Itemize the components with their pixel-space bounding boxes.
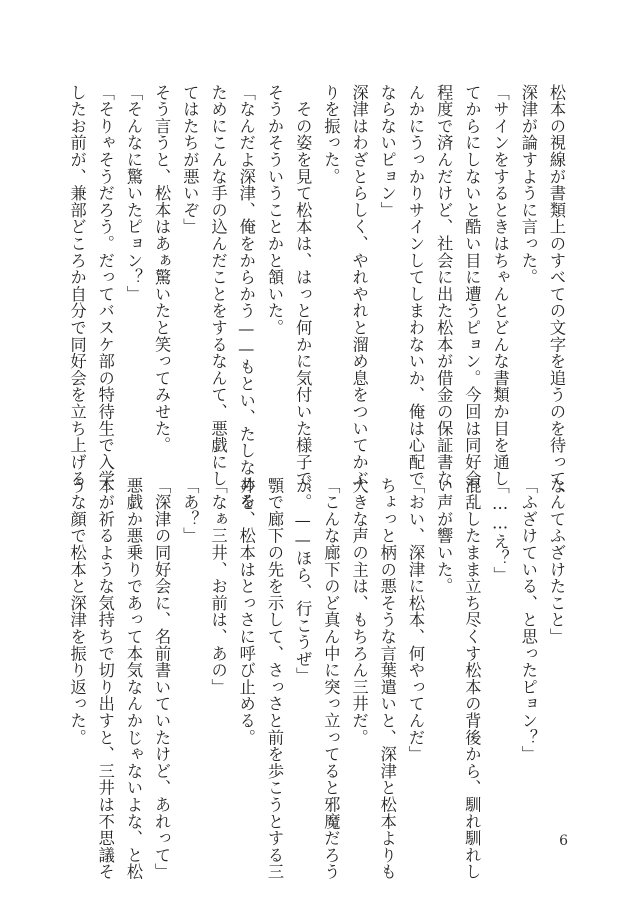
- text-line: 「ふざけている、と思ったピョン？」: [518, 477, 538, 763]
- text-line: ならないピョン」: [377, 84, 397, 219]
- text-line: 「サインをするときはちゃんとどんな書類か目を通し: [490, 84, 510, 488]
- text-line: 悪戯か悪乗りであって本気なんかじゃないよな、と松: [123, 477, 143, 881]
- text-line: りを振った。: [321, 84, 341, 185]
- text-line: 松本の視線が書類上のすべての文字を追うのを待って、: [547, 84, 566, 504]
- text-line: 本が祈るような気持ちで切り出すと、三井は不思議そ: [95, 477, 115, 881]
- text-line: その姿を見て松本は、はっと何かに気付いた様子で、: [293, 84, 313, 504]
- text-line: てからにしないと酷い目に遭うピョン。今回は同好会: [462, 84, 482, 488]
- text-line: 井を、松本はとっさに呼び止める。: [236, 477, 256, 746]
- text-line: ためにこんな手の込んだことをするなんて、悪戯にし: [208, 84, 228, 488]
- text-line: 混乱したまま立ち尽くす松本の背後から、馴れ馴れし: [462, 477, 482, 881]
- text-line: 「なぁ三井、お前は、あの」: [208, 477, 228, 696]
- text-line: んかにうっかりサインしてしまわないか、俺は心配で: [405, 84, 425, 488]
- page-number: 6: [559, 833, 568, 849]
- text-line: が。——ほら、行こうぜ」: [293, 477, 313, 685]
- text-line: てはたちが悪いぞ」: [180, 84, 200, 236]
- text-line: 大きな声の主は、もちろん三井だ。: [349, 477, 369, 746]
- text-line: そうかそういうことかと頷いた。: [264, 84, 284, 336]
- text-block-lower: [67, 477, 570, 881]
- text-line: 「おい、深津に松本、何やってんだ」: [405, 477, 425, 763]
- text-line: 「なんだよ深津、俺をからかう——もとい、たしなめる: [236, 84, 256, 510]
- text-line: ちょっと柄の悪そうな言葉遣いと、深津と松本よりも: [377, 477, 397, 881]
- text-line: 「そんなに驚いたピョン？」: [123, 84, 143, 303]
- text-line: うな顔で松本と深津を振り返った。: [67, 477, 87, 746]
- text-line: 「こんな廊下のど真ん中に突っ立ってると邪魔だろう: [321, 477, 341, 881]
- text-line: い声が響いた。: [434, 477, 454, 595]
- text-line: 顎で廊下の先を示して、さっさと前を歩こうとする三: [264, 477, 284, 881]
- text-block-upper: [50, 84, 570, 510]
- text-line: したお前が、兼部どころか自分で同好会を立ち上げる: [67, 84, 87, 488]
- text-line: 深津が論すように言った。: [518, 84, 538, 286]
- text-line: 「深津の同好会に、名前書いていたけど、あれって」: [152, 477, 172, 881]
- text-line: 「あ？」: [180, 477, 200, 545]
- text-line: 深津はわざとらしく、やれやれと溜め息をついてかぶ: [349, 84, 369, 488]
- text-line: 程度で済んだけど、社会に出た松本が借金の保証書な: [434, 84, 454, 488]
- text-line: なんてふざけたこと」: [547, 477, 566, 645]
- text-line: そう言うと、松本はあぁ驚いたと笑ってみせた。: [152, 84, 172, 454]
- text-line: 「そりゃそうだろう。だってバスケ部の特待生で入学: [95, 84, 115, 488]
- text-line: 「……え？」: [490, 477, 510, 584]
